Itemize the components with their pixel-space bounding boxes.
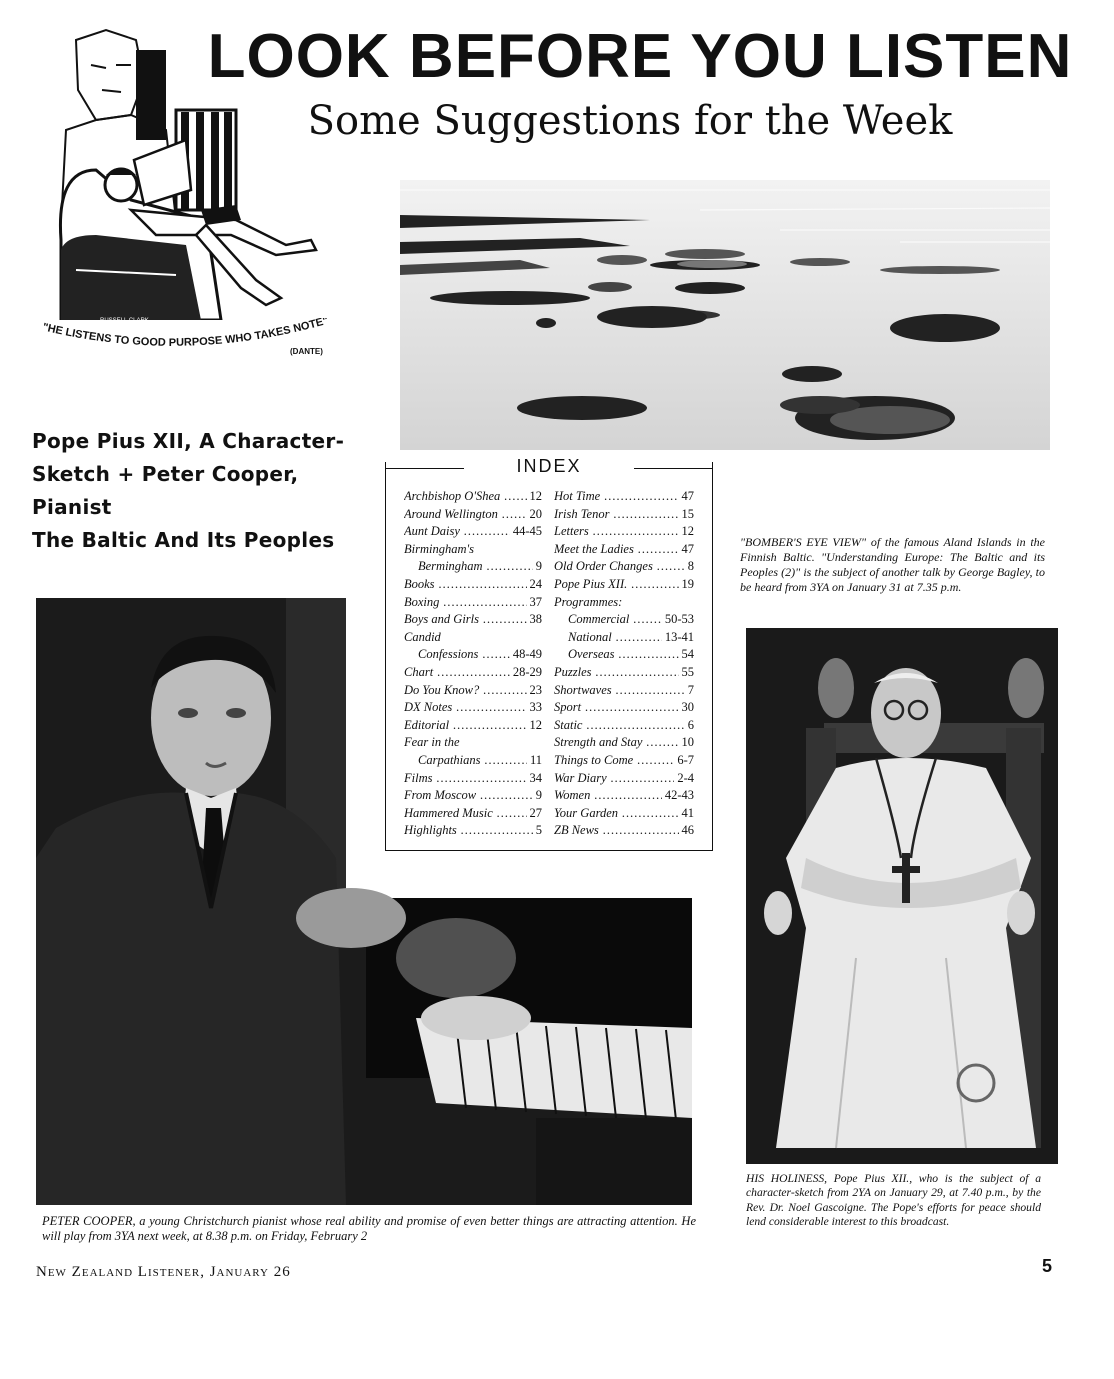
- baltic-islands-photo: [400, 180, 1050, 450]
- index-entry-label: Bermingham .....: [404, 558, 533, 576]
- index-entry-label: Chart .....: [404, 664, 510, 682]
- index-entry: [404, 488, 542, 506]
- index-entry: [554, 541, 694, 559]
- index-entry-page: 6: [685, 717, 694, 735]
- index-entry-label: Highlights .....: [404, 822, 533, 840]
- index-entry-label: Archbishop O'Shea .....: [404, 488, 527, 506]
- index-entry-page: 9: [533, 558, 542, 576]
- index-entry-page: 42-43: [662, 787, 694, 805]
- peter-cooper-photo: [36, 598, 692, 1205]
- index-entry-label: War Diary .....: [554, 770, 674, 788]
- pope-pius-caption: HIS HOLINESS, Pope Pius XII., who is the subject of a character-sketch from 2YA on January 29, at 7.40 p.m., by the Rev. Dr. Noel Gascoigne. The Pope's efforts for peace should lend considerable interest to this broadcast.: [746, 1172, 1041, 1229]
- page-subtitle: Some Suggestions for the Week: [307, 98, 953, 144]
- index-entry-label: Things to Come .....: [554, 752, 674, 770]
- pope-pius-photo: [746, 628, 1058, 1164]
- index-entry-label: Editorial .....: [404, 717, 527, 735]
- index-entry-label: Hammered Music .....: [404, 805, 527, 823]
- index-entry-label: National .....: [554, 629, 662, 647]
- index-entry-label: Old Order Changes .....: [554, 558, 685, 576]
- index-entry: [404, 541, 542, 559]
- index-entry-page: 34: [527, 770, 543, 788]
- index-entry: [554, 558, 694, 576]
- index-entry-label: Overseas .....: [554, 646, 679, 664]
- publication-footer: New Zealand Listener, January 26: [36, 1264, 291, 1280]
- index-entry-label: Do You Know? .....: [404, 682, 527, 700]
- index-entry-page: 38: [527, 611, 543, 629]
- index-entry: [404, 558, 542, 576]
- index-entry-label: Boys and Girls .....: [404, 611, 527, 629]
- index-entry-page: [539, 541, 542, 559]
- index-entry-page: 30: [679, 699, 695, 717]
- index-entry-label: Fear in the: [404, 735, 460, 750]
- index-entry: [554, 523, 694, 541]
- featured-items: [32, 425, 372, 557]
- index-entry-label: ZB News .....: [554, 822, 679, 840]
- index-entry: [554, 488, 694, 506]
- svg-text:"HE LISTENS TO GOOD PURPOSE WH: "HE LISTENS TO GOOD PURPOSE WHO TAKES NOTE": [41, 318, 330, 349]
- index-entry-label: Your Garden .....: [554, 805, 679, 823]
- page-number: 5: [1042, 1256, 1053, 1276]
- cartoon-artist-signature: RUSSELL CLARK: [100, 318, 149, 324]
- index-entry-page: 50-53: [662, 611, 694, 629]
- index-entry-label: Confessions .....: [404, 646, 510, 664]
- index-entry: [404, 576, 542, 594]
- index-title: INDEX: [516, 456, 582, 476]
- index-entry-label: Boxing .....: [404, 594, 527, 612]
- index-entry-label: Hot Time .....: [554, 488, 679, 506]
- index-entry-label: Candid: [404, 629, 441, 644]
- index-entry-page: 19: [679, 576, 695, 594]
- cartoon-motto: [40, 318, 370, 368]
- index-entry-page: 41: [679, 805, 695, 823]
- index-entry-label: Women .....: [554, 787, 662, 805]
- feature-line: The Baltic And Its Peoples: [32, 528, 335, 552]
- index-entry-label: Books .....: [404, 576, 527, 594]
- index-entry-label: Letters .....: [554, 523, 679, 541]
- index-entry-page: 48-49: [510, 646, 542, 664]
- index-entry-page: 33: [527, 699, 543, 717]
- index-entry: [554, 506, 694, 524]
- index-entry-page: 44-45: [510, 523, 542, 541]
- index-entry-label: Programmes:: [554, 594, 623, 609]
- index-entry-label: Shortwaves .....: [554, 682, 685, 700]
- index-entry-label: Static .....: [554, 717, 685, 735]
- index-entry-page: 13-41: [662, 629, 694, 647]
- index-entry-page: 6-7: [674, 752, 694, 770]
- index-entry-label: Commercial .....: [554, 611, 662, 629]
- index-entry-page: 12: [527, 488, 543, 506]
- index-entry-page: 15: [679, 506, 695, 524]
- index-entry-label: From Moscow .....: [404, 787, 533, 805]
- index-entry-label: Aunt Daisy .....: [404, 523, 510, 541]
- index-entry: [554, 576, 694, 594]
- index-entry-page: 47: [679, 541, 695, 559]
- index-entry-label: Puzzles .....: [554, 664, 679, 682]
- index-entry-page: 46: [679, 822, 695, 840]
- index-entry-page: 12: [679, 523, 695, 541]
- index-entry-label: Meet the Ladies .....: [554, 541, 679, 559]
- index-entry-label: Pope Pius XII. .....: [554, 576, 679, 594]
- index-entry-page: 20: [527, 506, 543, 524]
- index-entry-page: 12: [527, 717, 543, 735]
- index-entry-page: 8: [685, 558, 694, 576]
- index-entry-page: 5: [533, 822, 542, 840]
- index-entry-label: Films .....: [404, 770, 527, 788]
- baltic-photo-caption: "BOMBER'S EYE VIEW" of the famous Aland Islands in the Finnish Baltic. "Understanding Europe: The Baltic and its Peoples (2)" is the subject of another talk by George Bagley, to be heard from 3YA on January 31 at 7.35 p.m.: [740, 535, 1045, 594]
- feature-line: Sketch + Peter Cooper, Pianist: [32, 462, 299, 519]
- index-entry-page: 9: [533, 787, 542, 805]
- index-entry-label: Strength and Stay .....: [554, 734, 679, 752]
- page-title: LOOK BEFORE YOU LISTEN: [207, 22, 1073, 91]
- feature-line: Pope Pius XII, A Character-: [32, 429, 345, 453]
- index-entry-label: DX Notes .....: [404, 699, 527, 717]
- index-entry-label: Irish Tenor .....: [554, 506, 679, 524]
- index-entry-page: 2-4: [674, 770, 694, 788]
- index-entry-page: 23: [527, 682, 543, 700]
- index-entry-page: 55: [679, 664, 695, 682]
- index-entry-page: 54: [679, 646, 695, 664]
- index-entry-page: 27: [527, 805, 543, 823]
- index-entry: [404, 506, 542, 524]
- index-entry: [404, 523, 542, 541]
- index-entry-page: 10: [679, 734, 695, 752]
- index-entry-label: Carpathians .....: [404, 752, 527, 770]
- peter-cooper-caption: PETER COOPER, a young Christchurch pianist whose real ability and promise of even better things are attracting attention. He will play from 3YA next week, at 8.38 p.m. on Friday, February 2: [42, 1214, 696, 1243]
- index-entry-page: 37: [527, 594, 543, 612]
- index-entry-page: 47: [679, 488, 695, 506]
- index-entry-label: Around Wellington .....: [404, 506, 527, 524]
- index-entry-page: 24: [527, 576, 543, 594]
- index-entry-label: Sport .....: [554, 699, 679, 717]
- index-entry-page: 28-29: [510, 664, 542, 682]
- svg-text:(DANTE): (DANTE): [290, 347, 323, 356]
- index-entry-page: 11: [527, 752, 542, 770]
- index-entry-page: 7: [685, 682, 694, 700]
- index-entry-label: Birmingham's: [404, 541, 475, 556]
